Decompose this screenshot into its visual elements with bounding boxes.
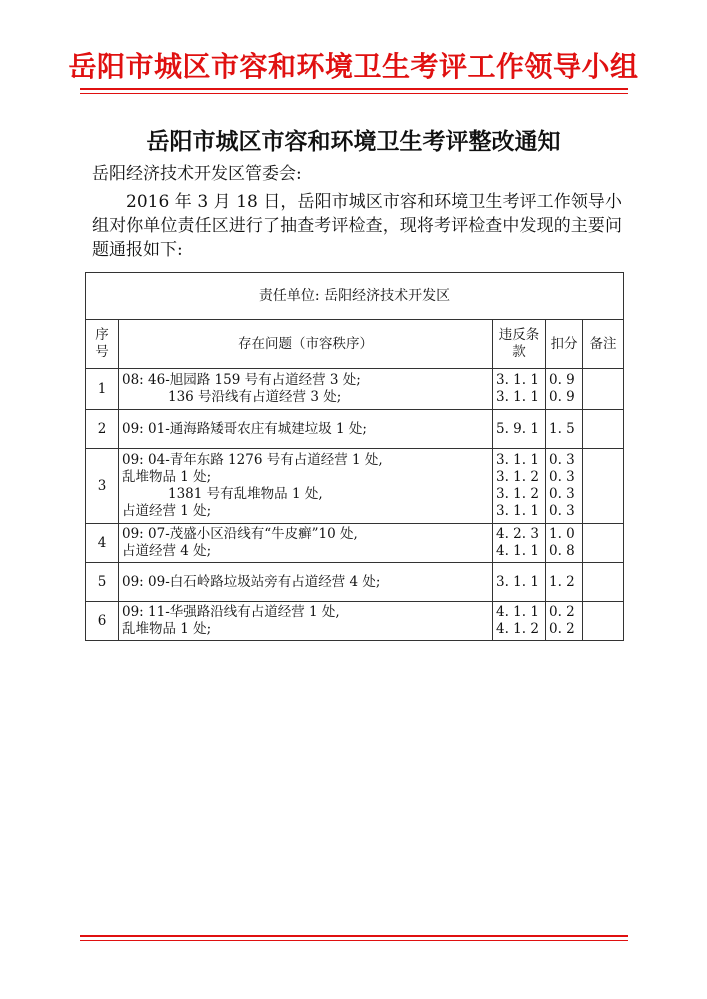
problem-line: 09: 07-茂盛小区沿线有“牛皮癣”10 处, bbox=[122, 526, 358, 542]
table-row bbox=[86, 369, 624, 410]
row-problem bbox=[119, 449, 493, 524]
problem-line: 乱堆物品 1 处; bbox=[122, 469, 212, 485]
clause-value: 3. 1. 1 bbox=[496, 372, 539, 388]
row-remark bbox=[583, 410, 624, 449]
deduction-value: 1. 5 bbox=[549, 420, 575, 437]
problem-line: 乱堆物品 1 处; bbox=[122, 621, 212, 637]
clause-value: 4. 1. 2 bbox=[496, 621, 539, 637]
header-divider-thin bbox=[80, 93, 628, 94]
row-remark bbox=[583, 524, 624, 563]
row-remark bbox=[583, 449, 624, 524]
row-deduction bbox=[546, 410, 583, 449]
header-violated-clause: 违反条款 bbox=[493, 320, 546, 369]
clause-value: 3. 1. 1 bbox=[496, 573, 539, 590]
row-deduction bbox=[546, 449, 583, 524]
problem-line: 占道经营 4 处; bbox=[122, 543, 212, 559]
clause-value: 4. 2. 3 bbox=[496, 526, 539, 542]
header-deduction: 扣分 bbox=[546, 320, 583, 369]
problem-line: 09: 09-白石岭路垃圾站旁有占道经营 4 处; bbox=[122, 573, 381, 590]
row-remark bbox=[583, 369, 624, 410]
header-problem: 存在问题（市容秩序） bbox=[119, 320, 493, 369]
row-problem bbox=[119, 410, 493, 449]
row-number: 1 bbox=[86, 369, 119, 410]
row-problem bbox=[119, 369, 493, 410]
clause-value: 4. 1. 1 bbox=[496, 604, 539, 620]
row-clause bbox=[493, 410, 546, 449]
organization-header-title: 岳阳市城区市容和环境卫生考评工作领导小组 bbox=[68, 50, 639, 83]
row-problem bbox=[119, 524, 493, 563]
row-deduction bbox=[546, 369, 583, 410]
row-number: 3 bbox=[86, 449, 119, 524]
document-title: 岳阳市城区市容和环境卫生考评整改通知 bbox=[146, 128, 561, 155]
deduction-value: 0. 9 bbox=[549, 389, 575, 405]
recipient-line: 岳阳经济技术开发区管委会: bbox=[92, 164, 302, 184]
deduction-value: 0. 3 bbox=[549, 452, 575, 468]
inspection-issues-table bbox=[85, 272, 624, 641]
deduction-value: 0. 3 bbox=[549, 503, 575, 519]
clause-value: 5. 9. 1 bbox=[496, 420, 539, 437]
table-row bbox=[86, 449, 624, 524]
deduction-value: 0. 2 bbox=[549, 604, 575, 620]
header-divider-thick bbox=[80, 88, 628, 90]
row-deduction bbox=[546, 524, 583, 563]
clause-value: 3. 1. 2 bbox=[496, 469, 539, 485]
table-header-row bbox=[86, 320, 624, 369]
row-problem bbox=[119, 602, 493, 641]
problem-line: 09: 04-青年东路 1276 号有占道经营 1 处, bbox=[122, 452, 383, 468]
footer-divider-thin bbox=[80, 940, 628, 941]
row-clause bbox=[493, 563, 546, 602]
problem-line: 09: 01-通海路矮哥农庄有城建垃圾 1 处; bbox=[122, 420, 367, 437]
responsible-unit-row bbox=[86, 273, 624, 320]
table-row bbox=[86, 563, 624, 602]
row-clause bbox=[493, 602, 546, 641]
row-clause bbox=[493, 524, 546, 563]
row-clause bbox=[493, 449, 546, 524]
footer-divider-thick bbox=[80, 935, 628, 937]
table-row bbox=[86, 524, 624, 563]
row-clause bbox=[493, 369, 546, 410]
deduction-value: 0. 2 bbox=[549, 621, 575, 637]
row-remark bbox=[583, 563, 624, 602]
row-problem bbox=[119, 563, 493, 602]
clause-value: 3. 1. 2 bbox=[496, 486, 539, 502]
row-deduction bbox=[546, 602, 583, 641]
row-number: 4 bbox=[86, 524, 119, 563]
deduction-value: 0. 9 bbox=[549, 372, 575, 388]
clause-value: 4. 1. 1 bbox=[496, 543, 539, 559]
clause-value: 3. 1. 1 bbox=[496, 389, 539, 405]
row-number: 5 bbox=[86, 563, 119, 602]
responsible-unit-cell: 责任单位: 岳阳经济技术开发区 bbox=[86, 273, 624, 320]
problem-line: 1381 号有乱堆物品 1 处, bbox=[168, 486, 323, 502]
header-serial-number: 序号 bbox=[86, 320, 119, 369]
clause-value: 3. 1. 1 bbox=[496, 503, 539, 519]
clause-value: 3. 1. 1 bbox=[496, 452, 539, 468]
row-remark bbox=[583, 602, 624, 641]
row-number: 2 bbox=[86, 410, 119, 449]
deduction-value: 0. 3 bbox=[549, 469, 575, 485]
deduction-value: 0. 8 bbox=[549, 543, 575, 559]
table-row bbox=[86, 602, 624, 641]
deduction-value: 1. 0 bbox=[549, 526, 575, 542]
problem-line: 08: 46-旭园路 159 号有占道经营 3 处; bbox=[122, 372, 361, 388]
deduction-value: 1. 2 bbox=[549, 573, 575, 590]
problem-line: 136 号沿线有占道经营 3 处; bbox=[168, 389, 342, 405]
header-remark: 备注 bbox=[583, 320, 624, 369]
problem-line: 占道经营 1 处; bbox=[122, 503, 212, 519]
problem-line: 09: 11-华强路沿线有占道经营 1 处, bbox=[122, 604, 340, 620]
row-number: 6 bbox=[86, 602, 119, 641]
row-deduction bbox=[546, 563, 583, 602]
notice-body-paragraph: 2016 年 3 月 18 日，岳阳市城区市容和环境卫生考评工作领导小组对你单位责任区进行了抽查考评检查，现将考评检查中发现的主要问题通报如下: bbox=[92, 192, 622, 260]
table-row bbox=[86, 410, 624, 449]
deduction-value: 0. 3 bbox=[549, 486, 575, 502]
